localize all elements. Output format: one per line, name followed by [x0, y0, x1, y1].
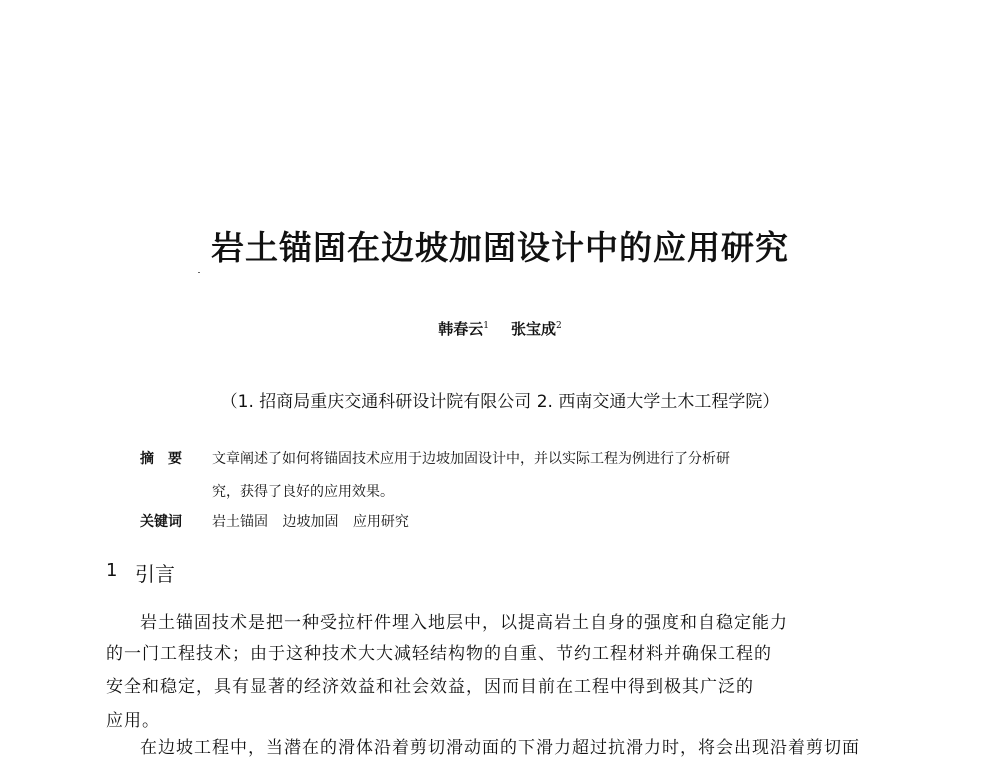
body-text-line: 在边坡工程中，当潜在的滑体沿着剪切滑动面的下滑力超过抗滑力时，将会出现沿着剪切面	[140, 738, 860, 758]
body-text-line: 岩土锚固技术是把一种受拉杆件埋入地层中，以提高岩土自身的强度和自稳定能力	[140, 613, 788, 633]
body-text-line: 的一门工程技术；由于这种技术大大减轻结构物的自重、节约工程材料并确保工程的	[106, 644, 772, 664]
affiliations: （1. 招商局重庆交通科研设计院有限公司 2. 西南交通大学土木工程学院）	[220, 392, 780, 412]
body-text-line: 安全和稳定，具有显著的经济效益和社会效益，因而目前在工程中得到极其广泛的	[106, 677, 754, 697]
author-affiliation-mark: 2	[556, 321, 562, 331]
keywords-label: 关键词	[140, 514, 182, 530]
keywords-text: 岩土锚固 边坡加固 应用研究	[212, 514, 409, 530]
author-name: 韩春云	[438, 320, 484, 338]
scan-speck	[198, 272, 200, 273]
abstract-text-line: 究，获得了良好的应用效果。	[212, 484, 394, 500]
abstract-label: 摘 要	[140, 451, 182, 467]
author-affiliation-mark: 1	[483, 321, 489, 331]
author-name: 张宝成	[511, 320, 557, 338]
abstract-text-line: 文章阐述了如何将锚固技术应用于边坡加固设计中，并以实际工程为例进行了分析研	[212, 451, 730, 467]
author-line	[0, 318, 1000, 339]
section-number: 1	[106, 560, 118, 581]
paper-title: 岩土锚固在边坡加固设计中的应用研究	[211, 228, 789, 267]
section-title: 引言	[135, 562, 175, 586]
body-text-line: 应用。	[106, 711, 160, 731]
